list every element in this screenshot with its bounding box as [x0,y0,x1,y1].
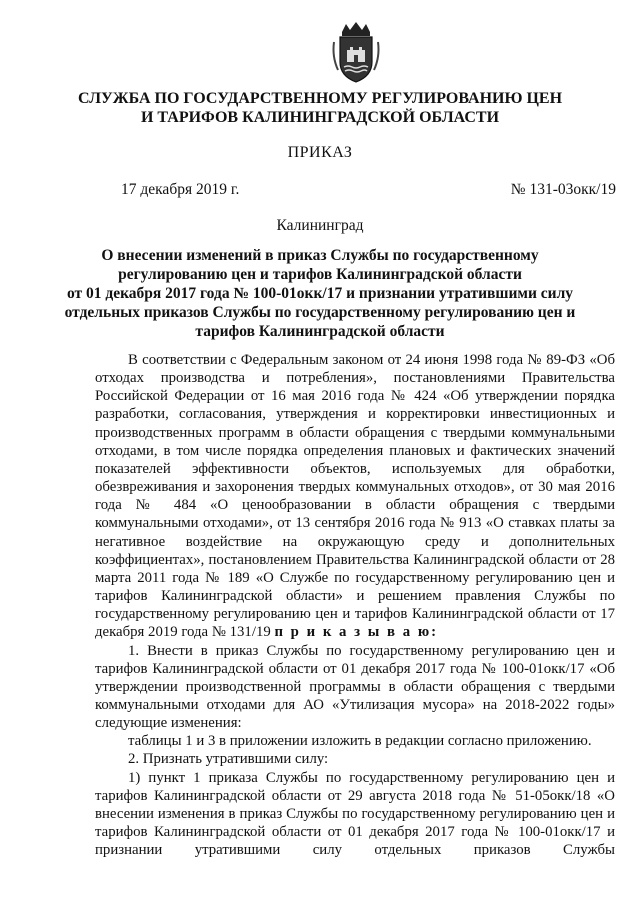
item-1-text: таблицы 1 и 3 в приложении изложить в редакции согласно приложению. [128,733,592,750]
item-1: 1. Внести в приказ Службы по государственному регулированию цен и тарифов Калининградской области от 01 декабря 2017 года № 100-01окк/17 «Об утверждении производственной программы в области обращения с твердыми коммунальными отходами для АО «Утилизация мусора» на 2018-2022 годы» следующие изменения: [95,642,615,732]
item-2: 2. Признать утратившими силу: [128,751,329,768]
preamble-text: В соответствии с Федеральным законом от 24 июня 1998 года № 89-ФЗ «Об отходах производства и потребления», постановлениями Правительства Российской Федерации от 16 мая 2016 года № 424 «Об утверждении порядка разработки, согласования, утверждения и корректировки инвестиционных и производственных программ в области обращения с твердыми коммунальными отходами, в том числе порядка определения плановых и фактических значений показателей эффективности объектов, используемых для обработки, обезвреживания и захоронения твердых коммунальных отходов», от 30 мая 2016 года № 484 «О ценообразовании в области обращения с твердыми коммунальными отходами», от 13 сентября 2016 года № 913 «О ставках платы за негативное воздействие на окружающую среду и дополнительных коэффициентах», постановлением Правительства Калининградской области от 28 марта 2011 года № 189 «О Службе по государственному регулированию цен и тарифов Калининградской области» и решением правления Службы по государственному регулированию цен и тарифов Калининградской области от 17 декабря 2019 года № 131/19 [95,352,615,641]
agency-name [0,89,640,127]
agency-line-2: И ТАРИФОВ КАЛИНИНГРАДСКОЙ ОБЛАСТИ [140,109,500,126]
document-city: Калининград [276,217,364,234]
agency-line-1: СЛУЖБА ПО ГОСУДАРСТВЕННОМУ РЕГУЛИРОВАНИЮ ЦЕН [77,90,563,107]
document-number: № 131-03окк/19 [510,181,616,198]
subject-line: регулированию цен и тарифов Калининградской области [118,266,522,283]
document-date: 17 декабря 2019 г. [121,181,240,198]
document-subject [0,246,640,341]
subject-line: О внесении изменений в приказ Службы по государственному [101,247,539,264]
document-type: ПРИКАЗ [287,144,353,161]
preamble-paragraph [95,351,615,642]
subject-line: отдельных приказов Службы по государственному регулированию цен и [64,304,576,321]
subject-line: тарифов Калининградской области [195,323,445,340]
coat-of-arms-icon [330,22,382,84]
document-body [95,351,615,859]
decree-word: п р и к а з ы в а ю: [274,624,439,641]
item-2-sub-1: 1) пункт 1 приказа Службы по государственному регулированию цен и тарифов Калининградской области от 29 августа 2018 года № 51-05окк/18 «О внесении изменения в приказ Службы по государственному регулированию цен и тарифов Калининградской области от 01 декабря 2017 года № 100-01окк/17 и признании утратившими силу отдельных приказов Службы [95,769,615,859]
subject-line: от 01 декабря 2017 года № 100-01окк/17 и признании утратившими силу [66,285,574,302]
